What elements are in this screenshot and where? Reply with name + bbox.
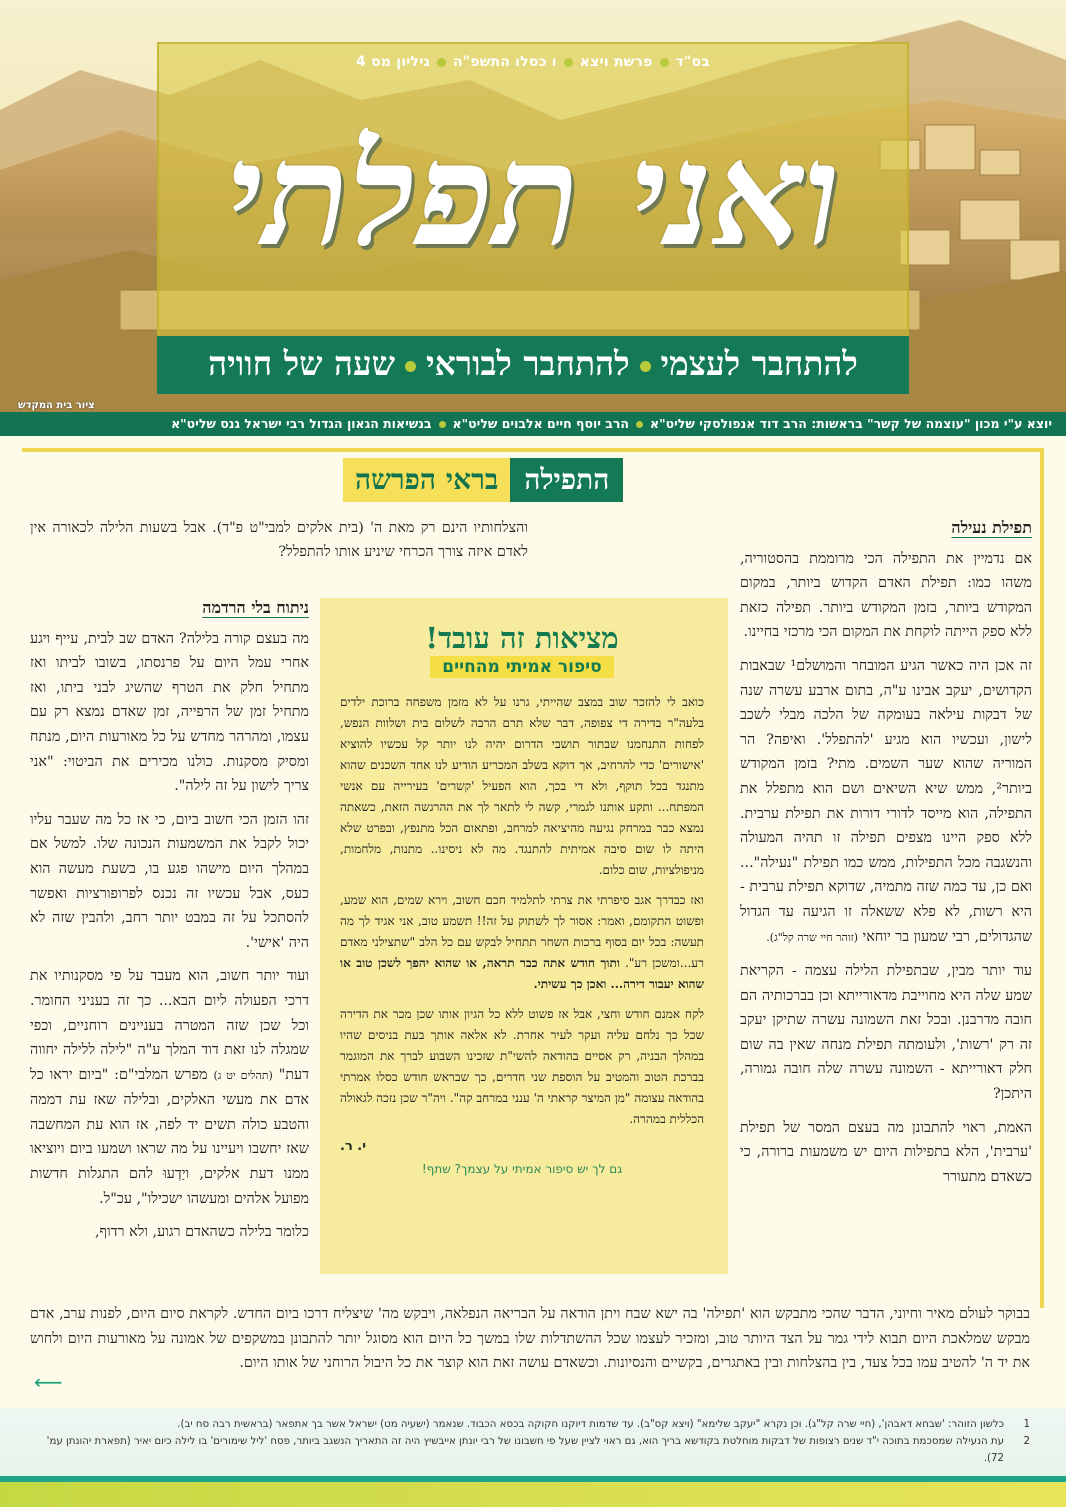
footnote-text: כלשון הזוהר: 'שבחא דאבהן', (חיי שרה קל"ג). וכן נקרא "יעקב שלימא" (ויצא קס"ב). עד שדמות דיוקנו חקוקה בכסא הכבוד. שנאמר (ישעיה מט) ישראל אשר בך אתפאר (בראשית רבה סח יב). (177, 1419, 1004, 1430)
footnote (30, 1416, 1030, 1433)
arrow-left-icon: ⟵ (34, 1370, 63, 1394)
paragraph: מה בעצם קורה בלילה? האדם שב לבית, עייף ויגע אחרי עמל היום על פרנסתו, בשובו לביתו ואז מתחיל חלק את הטרף שהשיג לבני ביתו, ואז מתחיל זמן של הרפייה, זמן שאדם נמצא רק עם עצמו, ומהרהר מחדש על כל מאורעות היום, מנתח ומסיק מסקנות. כולנו מכירים את הביטוי: "אני צריך לישון על זה לילה". (30, 630, 309, 795)
issue-date: ו כסלו התשפ"ה (452, 54, 557, 70)
paragraph: כלומר בלילה כשהאדם רגוע, ולא רדוף, (95, 1224, 309, 1241)
source-reference: (תהלים יט ג) (213, 1068, 273, 1082)
issue-bsd: בס"ד (675, 54, 710, 70)
frame-right-border (1040, 448, 1044, 1308)
paragraph: אם נדמיין את התפילה הכי מרוממת בהסטוריה, משהו כמו: תפילת האדם הקדוש ביותר, במקום המקודש ביותר, בזמן המקודש ביותר. תפילה כזאת ללא ספק הייתה לוקחת את המקום הכי מרכזי בחיינו. (740, 550, 1032, 641)
story-text (340, 692, 704, 1130)
issue-parasha: פרשת ויצא (579, 54, 653, 70)
section-label-main: התפילה (510, 458, 623, 502)
footnotes (30, 1416, 1030, 1467)
story-call-to-action: גם לך יש סיפור אמיתי על עצמך? שתף! (421, 1162, 623, 1176)
slogan-part-2: להתחבר לבוראי (426, 344, 630, 383)
footer-stripe (0, 1482, 1066, 1507)
story-box (320, 598, 728, 1274)
footnote-number: 1 (1023, 1419, 1030, 1430)
slogan-part-1: להתחבר לעצמי (660, 344, 858, 383)
left-column-heading: ניתוח בלי הרדמה (202, 598, 309, 617)
left-column (30, 596, 309, 1254)
paragraph: האמת, ראוי להתבונן מה בעצם המסר של תפילת 'ערבית', הלא בתפילות היום יש משמעות ברורה, כי כשאדם מתעורר (740, 1119, 1032, 1185)
story-emphasis: ותוך חודש אתה כבר תראה, או שהוא יהפך לשכן טוב או שהוא יעבור דירה... ואכן כך עשיתי. (340, 956, 704, 991)
newsletter-title: ואני תפלתי (225, 112, 841, 278)
publisher-bar (0, 412, 1066, 436)
footnote-number: 2 (1023, 1436, 1030, 1447)
paragraph-text: ועוד יותר חשוב, הוא מעבד על פי מסקנותיו את דרכי הפעולה ליום הבא... כך זה בעניני החומר. וכל שכן שזה המטרה בעניינים רוחניים, וכפי שמגלה לנו זאת דוד המלך ע"ה "לילה ללילה יחווה דעת" (30, 968, 310, 1083)
separator-dot (640, 361, 651, 372)
story-paragraph-text: ואז כבדרך אגב סיפרתי את צרתי לתלמיד חכם חשוב, וירא שמים, הוא שמע, ופשוט התקומם, ואמר: אסור לך לשתוק על זה!! תשמע טוב, אני אגיד לך מה תעשה: בכל יום בסוף ברכות השחר תתחיל לבקש עם כל הלב "שתצילני מאדם רע...ומשכן רע". (340, 893, 704, 970)
separator-dot (437, 58, 446, 67)
frame-top-border (22, 448, 1044, 452)
story-subtitle: סיפור אמיתי מהחיים (430, 656, 613, 678)
separator-dot (636, 421, 643, 428)
paragraph (740, 654, 1032, 950)
issue-number: גיליון מס 4 (356, 54, 430, 70)
separator-dot (564, 58, 573, 67)
image-caption: ציור בית המקדש (18, 400, 95, 411)
separator-dot (660, 58, 669, 67)
source-reference: (זוהר חיי שרה קל"ג). (766, 930, 858, 944)
separator-dot (439, 421, 446, 428)
publisher-president: בנשיאות הגאון הגדול רבי ישראל גנס שליט"א (171, 416, 432, 431)
bottom-paragraph: בבוקר לעולם מאיר וחיוני, הדבר שהכי מתבקש הוא 'תפילה' בה ישא שבח ויתן הודאה על הבריאה הנפלאה, ויבקש מה' שיצליח דרכו ביום החדש. לקראת סיום היום, לפנות ערב, אדם מבקש שמלאכת היום תבוא לידי גמר על הצד היותר טוב, ומזכיר לעצמו שכל ההשתדלות שלו במשך כל היום הוא מסוגל יותר להתבונן במשקפים של אמונה על מאורעות היום ולחוש את יד ה' להטיב עמו בכל צעד, בין בהצלחות ובין באתגרים, בקשיים והנסיונות. וכשאדם עושה זאת הוא קוצר את כל היבול הרוחני של אותו היום. (30, 1306, 1030, 1372)
slogan-part-3: שעה של חוויה (208, 344, 396, 383)
right-column (740, 516, 1032, 1198)
continued-paragraph: והצלחותיו הינם רק מאת ה' (בית אלקים למבי"ט פ"ד). אבל בשעות הלילה לכאורה אין לאדם איזה צורך הכרחי שיניע אותו להתפלל? (30, 520, 528, 560)
paragraph-text: זה אכן היה כאשר הגיע המובחר והמושלם¹ שבאבות הקדושים, יעקב אבינו ע"ה, בתום ארבע עשרה שנה של דבקות עילאה בעומקה של הלכה מבלי לשכב לישון, ועכשיו הוא מגיע 'להתפלל'. ואיפה? הר המוריה שהוא שער השמים. מתי? בזמן המקודש ביותר², ממש שיא השיאים ושם הוא מתפלל את התפילה, הוא מייסד לדורי דורות את תפילת ערבית. ללא ספק היינו מצפים תפילה זו תהיה המעולה והנשגבה מכל התפילות, ממש כמו תפילת "נעילה"... ואם כן, עד כמה שזה מתמיה, שדוקא תפילת ערבית - היא רשות, לא פלא ששאלה זו הגיעה עד הגדול שהגדולים, רבי שמעון בר יוחאי (740, 657, 1032, 945)
right-column-heading: תפילת נעילה (951, 518, 1032, 537)
story-paragraph: לקח אמנם חודש וחצי, אבל אז פשוט ללא כל הגיון אותו שכן מכר את הדירה שכל כך נלחם עליה ועקר לעיר אחרת. לא אלאה אותך בעת בניסים שהיו במהלך הבניה, רק אסיים בהודאה להשי"ת שזכינו השבוע לברך את המוגמר בברכת הטוב והמטיב על הוספת שני חדרים, כך שבראש חודש כסלו אמרתי בהודאה עצומה "מן המיצר קראתי ה' ענני במרחב קה". ויה"ר שכן נזכה לגאולה הכללית במהרה. (340, 1007, 704, 1126)
publisher-rabbi: הרב יוסף חיים אלבוים שליט"א (452, 416, 630, 431)
publisher-institute: יוצא ע"י מכון "עוצמה של קשר" בראשות: הרב דוד אנפולסקי שליט"א (650, 416, 1052, 431)
story-signature: י. ר. (340, 1139, 367, 1154)
section-banner (343, 458, 623, 502)
footnote (30, 1433, 1030, 1467)
slogan-bar (157, 336, 909, 394)
paragraph: זהו הזמן הכי חשוב ביום, כי אז כל מה שעבר עליו יכול לקבל את המשמעות הנכונה שלו. למשל אם במהלך היום מישהו פגע בו, בשעת מעשה הוא כעס, אבל עכשיו זה נכנס לפרופורציות ואפשר להסתכל על זה במבט יותר רחב, ולהבין שזה לא היה 'אישי'. (30, 811, 309, 951)
paragraph: עוד יותר מבין, שבתפילת הלילה עצמה - הקריאת שמע שלה היא מחוייבת מדאורייתא וכן בברכותיה הם חובה מדרבנן. ובכל זאת השמונה עשרה שתיקן יעקב זה רק 'רשות', ולעומתה תפילת מנחה שאין בה שום חלק דאורייתא - השמונה עשרה שלה חובה גמורה, היתכן? (740, 963, 1032, 1103)
story-paragraph: כואב לי להזכר שוב במצב שהייתי, גרנו על לא מזמן משפחה ברוכת ילדים בלעה"ר בדירה די צפופה, דבר שלא תרם הרבה לשלום בית ושלוות הנפש, לפחות התנחמנו שבתור תושבי הדרום יהיה לנו יותר קל עכשיו להוציא 'אישורים' כדי להרחיב, אך דוקא בשלב המכריע הודיע לנו אחד השכנים שהוא מתנגד בכל תוקף, ולא די בכך, הוא הפעיל 'קשרים' בעירייה עם אנשי המפתח... ותקע אותנו לגמרי, קשה לי לתאר לך את ההרגשה הזאת, כשאתה נמצא כבר במרחק נגיעה מהיציאה למרחב, ופתאום הכל מתנפץ, ובפרט שלא היתה לו שום סיבה אמיתית להתנגד. מה לא ניסינו.. מתנות, מלחמות, מניפולציות, שום כלום. (340, 695, 704, 877)
separator-dot (405, 361, 416, 372)
paragraph-text: מפרש המלבי"ם: "ביום יראו כל אדם את מעשי האלקים, ובלילה שאז עת דממה והטבע כולה תשים יד לפה, אז הוא עת המחשבה שאז יחשבו ויעיינו על מה שראו ושמעו ביום ויוציאו ממנו דעת אלקים, ויַדְעוּ להם התגלות חדשות מפועל אלהים ומעשהו ישכילו", עכ"ל. (30, 1066, 309, 1207)
footnote-text: עת הנעילה שמסכמת בתוכה י"ד שנים רצופות של דבקות מוחלטת בקודשא בריך הוא, גם ראוי לציין שעל פי חשבונו של רבי יונתן אייבשיץ היה זה התאריך הנשגב ביותר, פסח 'ליל שימורים' בו לילה כיום יאיר (תפארת יהונתן עמ' 72). (46, 1436, 1004, 1464)
section-label-secondary: בראי הפרשה (343, 458, 510, 502)
story-title: מציאות זה עובד! (425, 621, 619, 655)
paragraph (30, 964, 309, 1211)
story-paragraph (340, 890, 704, 995)
